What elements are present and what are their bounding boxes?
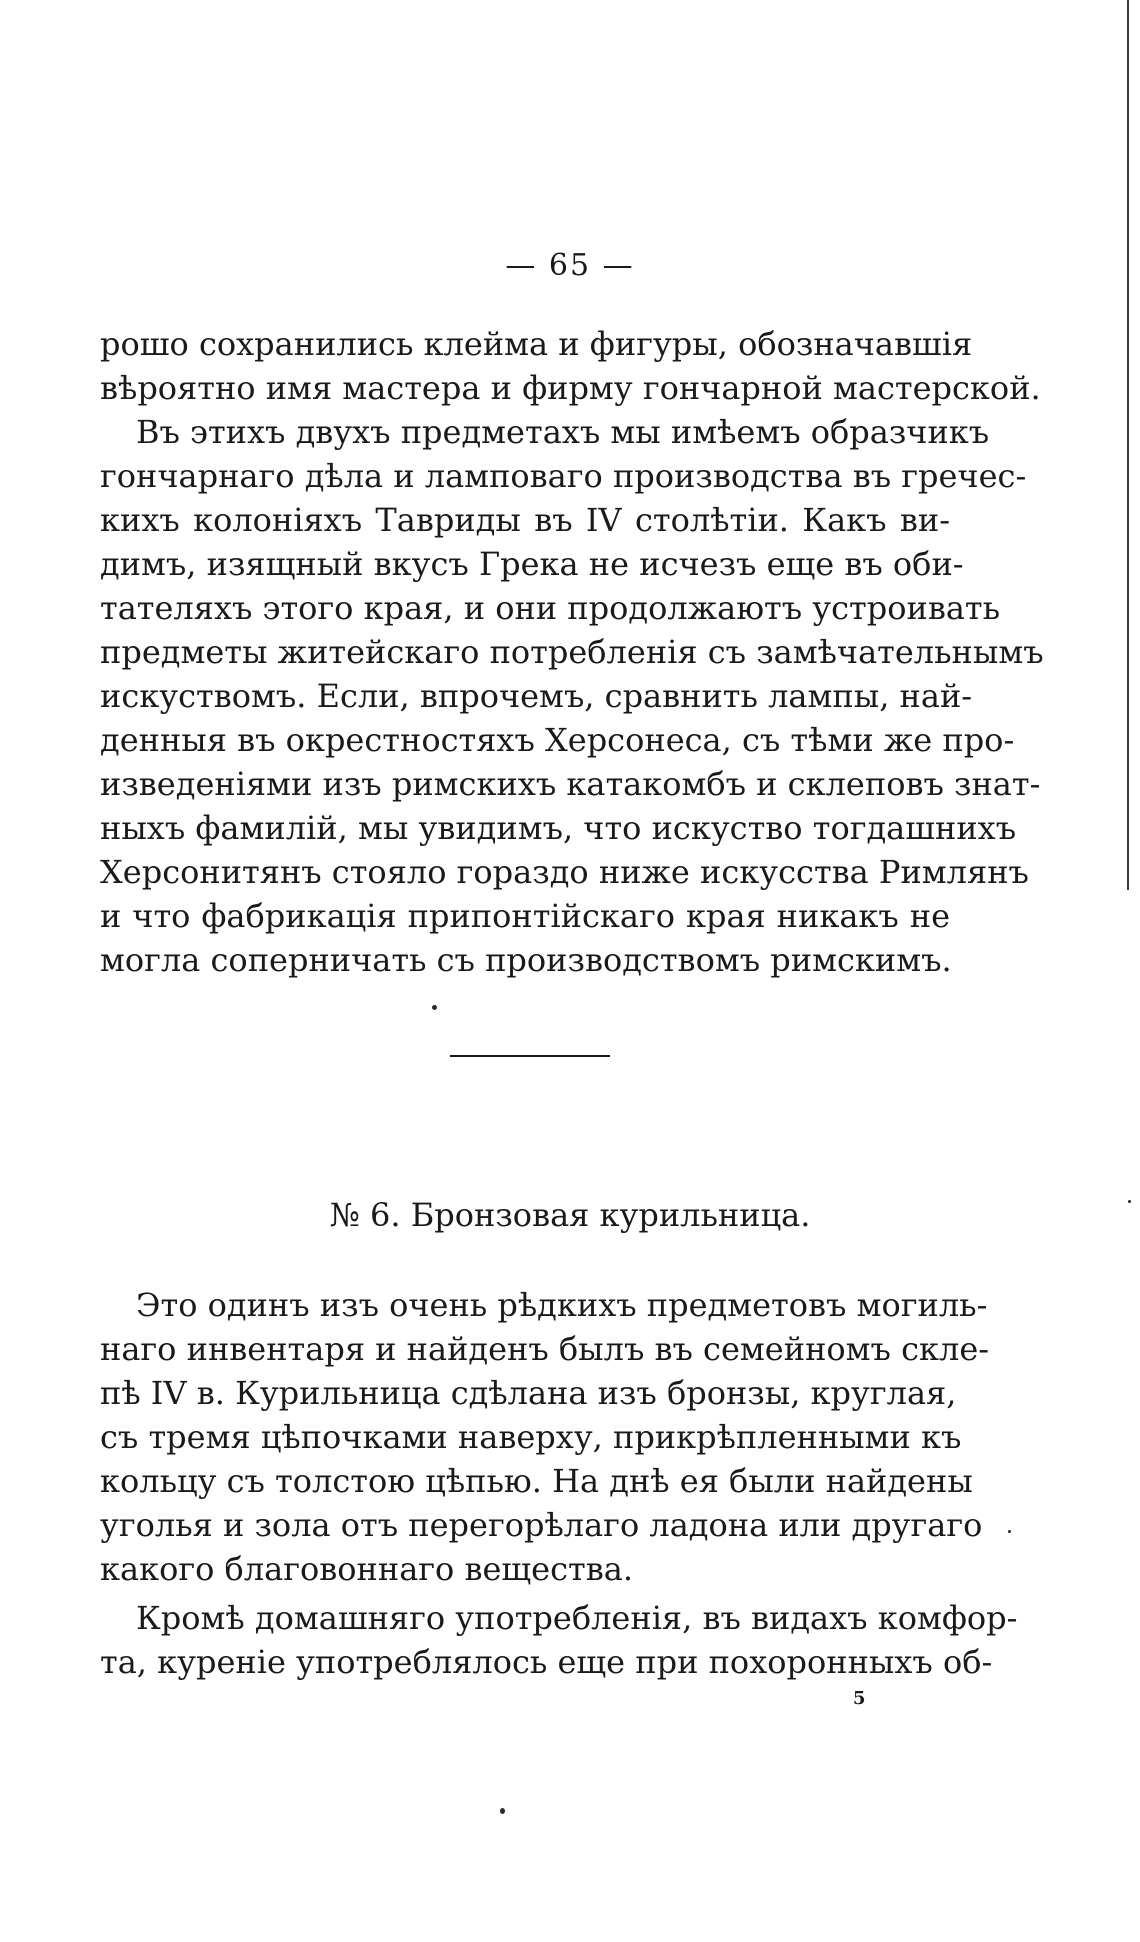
text-line: рошо сохранились клейма и фигуры, обозначавшія: [100, 325, 973, 363]
page-number: — 65 —: [505, 248, 635, 283]
text-line: могла соперничать съ производствомъ римскимъ.: [100, 941, 952, 979]
text-line: Это одинъ изъ очень рѣдкихъ предметовъ могиль-: [136, 1286, 988, 1324]
text-line: Въ этихъ двухъ предметахъ мы имѣемъ образчикъ: [136, 413, 990, 451]
text-line: уголья и зола отъ перегорѣлаго ладона или другаго: [100, 1506, 983, 1544]
text-line: изведеніями изъ римскихъ катакомбъ и склеповъ знат-: [100, 765, 1041, 803]
text-line: Кромѣ домашняго употребленія, въ видахъ комфор-: [136, 1599, 1018, 1637]
text-line: вѣроятно имя мастера и фирму гончарной мастерской.: [100, 369, 1041, 407]
text-line: пѣ IV в. Курильница сдѣлана изъ бронзы, круглая,: [100, 1374, 957, 1412]
ink-speck: [1008, 1530, 1011, 1533]
text-line: кольцу съ толстою цѣпью. На днѣ ея были найдены: [100, 1462, 973, 1500]
section-divider: [450, 1055, 610, 1057]
text-line: димъ, изящный вкусъ Грека не исчезъ еще въ оби-: [100, 545, 964, 583]
section-heading: № 6. Бронзовая курильница.: [329, 1196, 811, 1234]
text-line: искуствомъ. Если, впрочемъ, сравнить лампы, най-: [100, 677, 973, 715]
ink-speck: [1128, 1200, 1131, 1203]
ink-speck: [432, 1005, 437, 1010]
text-line: гончарнаго дѣла и ламповаго производства въ гречес-: [100, 457, 1027, 495]
text-line: наго инвентаря и найденъ былъ въ семейномъ скле-: [100, 1330, 990, 1368]
paragraph: [100, 1283, 990, 1591]
text-line: кихъ колоніяхъ Тавриды въ IV столѣтіи. Какъ ви-: [100, 501, 950, 539]
ink-speck: [500, 1808, 505, 1814]
paragraph: [100, 1596, 1018, 1684]
text-line: денныя въ окрестностяхъ Херсонеса, съ тѣми же про-: [100, 721, 1015, 759]
text-line: Херсонитянъ стояло гораздо ниже искусства Римлянъ: [100, 853, 1029, 891]
text-line: и что фабрикація припонтійскаго края никакъ не: [100, 897, 950, 935]
text-line: съ тремя цѣпочками наверху, прикрѣпленными къ: [100, 1418, 962, 1456]
text-line: та, куреніе употреблялось еще при похоронныхъ об-: [100, 1643, 993, 1681]
signature-mark: 5: [853, 1688, 866, 1709]
text-line: ныхъ фамилій, мы увидимъ, что искуство тогдашнихъ: [100, 809, 1017, 847]
text-line: тателяхъ этого края, и они продолжаютъ устроивать: [100, 589, 1001, 627]
paragraph-continued: [100, 322, 1044, 982]
text-line: предметы житейскаго потребленія съ замѣчательнымъ: [100, 633, 1044, 671]
text-line: какого благовоннаго вещества.: [100, 1550, 633, 1588]
page-edge-shadow: [1127, 0, 1129, 890]
